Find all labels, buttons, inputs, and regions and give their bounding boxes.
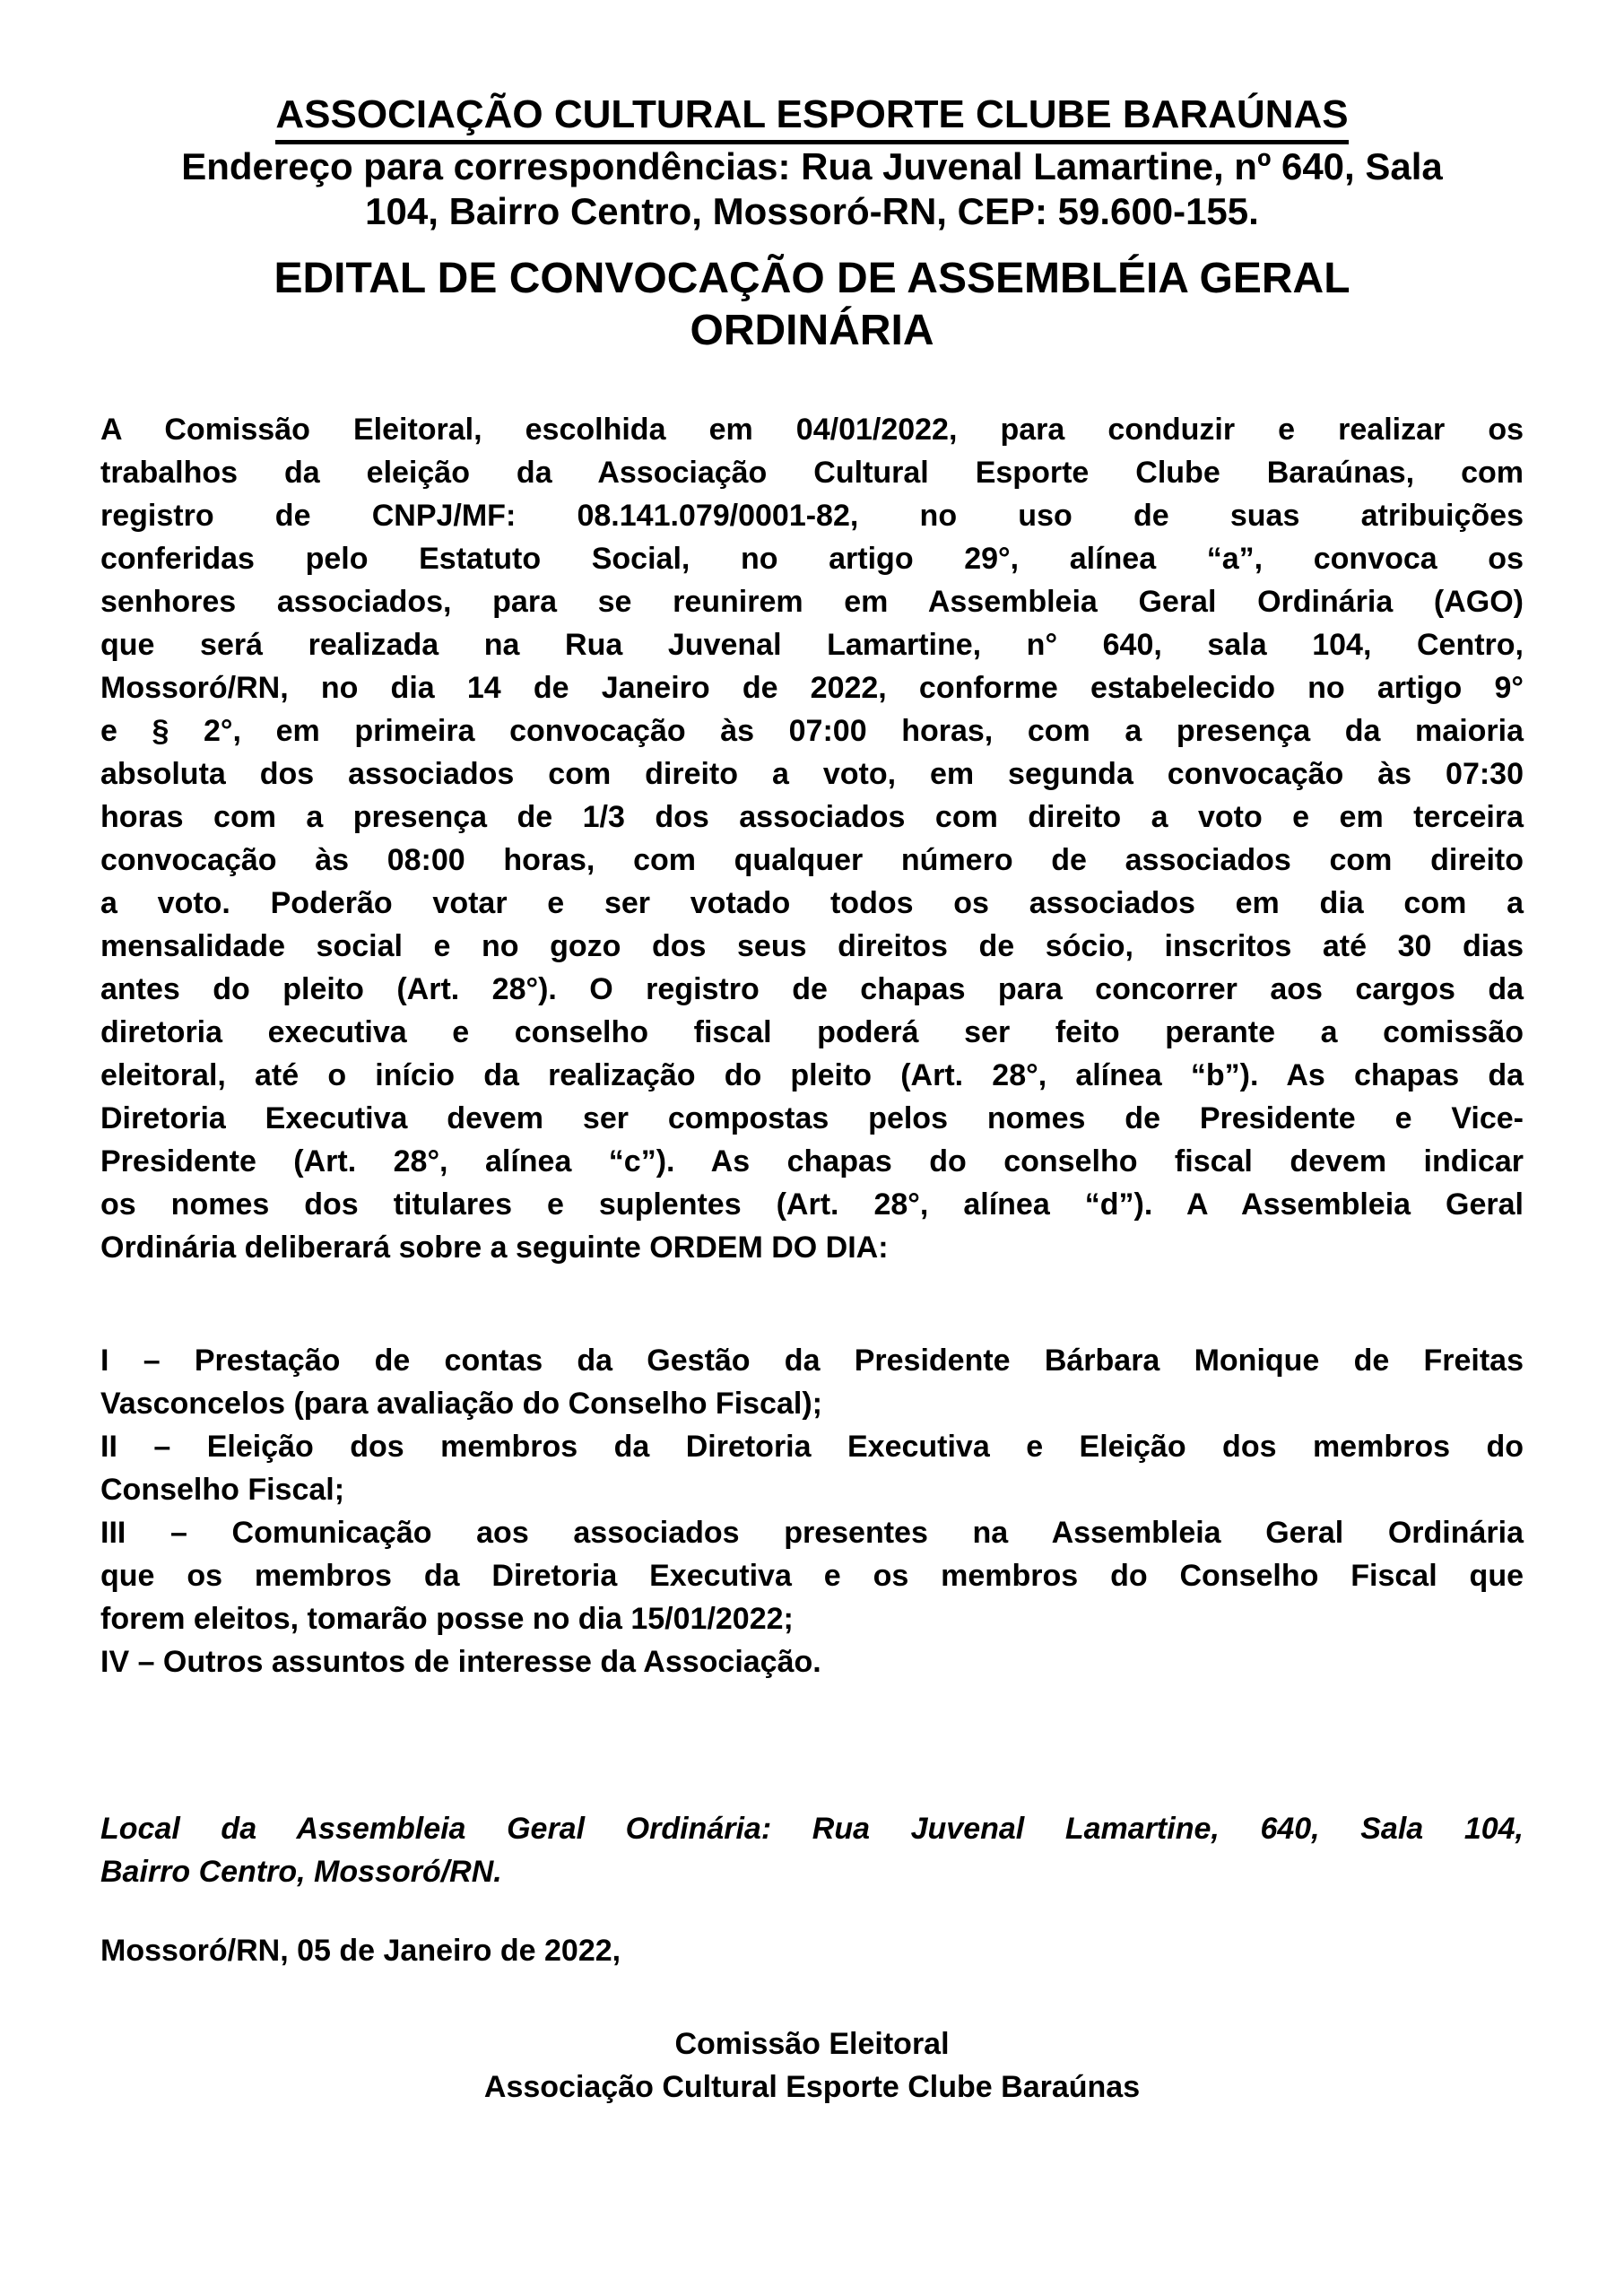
text-line: diretoria executiva e conselho fiscal poderá ser feito perante a comissão — [100, 1015, 1524, 1049]
location-note — [100, 1807, 1524, 1893]
text-line: antes do pleito (Art. 28°). O registro de chapas para concorrer aos cargos da — [100, 972, 1524, 1006]
text-line: trabalhos da eleição da Associação Cultural Esporte Clube Baraúnas, com — [100, 456, 1524, 490]
text-line: Ordinária deliberará sobre a seguinte ORDEM DO DIA: — [100, 1231, 889, 1265]
text-line: 104, Bairro Centro, Mossoró-RN, CEP: 59.600-155. — [365, 190, 1259, 232]
main-paragraph — [100, 408, 1524, 1269]
text-line: Presidente (Art. 28°, alínea “c”). As chapas do conselho fiscal devem indicar — [100, 1144, 1524, 1178]
text-line: mensalidade social e no gozo dos seus direitos de sócio, inscritos até 30 dias — [100, 929, 1524, 963]
text-line: IV – Outros assuntos de interesse da Associação. — [100, 1645, 821, 1679]
org-name-text: ASSOCIAÇÃO CULTURAL ESPORTE CLUBE BARAÚNAS — [275, 90, 1348, 144]
org-name — [100, 90, 1524, 144]
text-line: ORDINÁRIA — [690, 307, 934, 354]
letterhead — [100, 90, 1524, 234]
dateline — [100, 1929, 1524, 1972]
text-line: horas com a presença de 1/3 dos associados com direito a voto e em terceira — [100, 800, 1524, 834]
text-line: registro de CNPJ/MF: 08.141.079/0001-82, no uso de suas atribuições — [100, 499, 1524, 533]
text-line: senhores associados, para se reunirem em Assembleia Geral Ordinária (AGO) — [100, 585, 1524, 619]
text-line: conferidas pelo Estatuto Social, no artigo 29°, alínea “a”, convoca os — [100, 542, 1524, 576]
org-address — [100, 144, 1524, 234]
text-line: a voto. Poderão votar e ser votado todos os associados em dia com a — [100, 886, 1524, 920]
text-line: III – Comunicação aos associados presentes na Assembleia Geral Ordinária — [100, 1516, 1524, 1550]
text-line: forem eleitos, tomarão posse no dia 15/01/2022; — [100, 1602, 794, 1636]
text-line: A Comissão Eleitoral, escolhida em 04/01/2022, para conduzir e realizar os — [100, 413, 1524, 447]
text-line: Associação Cultural Esporte Clube Baraúnas — [483, 2070, 1141, 2104]
text-line: Mossoró/RN, no dia 14 de Janeiro de 2022, conforme estabelecido no artigo 9° — [100, 671, 1524, 705]
document-title — [100, 253, 1524, 357]
dateline-text: Mossoró/RN, 05 de Janeiro de 2022, — [100, 1934, 621, 1968]
text-line: os nomes dos titulares e suplentes (Art. 28°, alínea “d”). A Assembleia Geral — [100, 1187, 1524, 1222]
text-line: Vasconcelos (para avaliação do Conselho Fiscal); — [100, 1387, 822, 1421]
text-line: Conselho Fiscal; — [100, 1473, 345, 1507]
agenda-item-1 — [100, 1339, 1524, 1425]
text-line: que os membros da Diretoria Executiva e os membros do Conselho Fiscal que — [100, 1559, 1524, 1593]
text-line: Comissão Eleitoral — [674, 2027, 950, 2061]
text-line: e § 2°, em primeira convocação às 07:00 horas, com a presença da maioria — [100, 714, 1524, 748]
agenda-item-3 — [100, 1511, 1524, 1640]
text-line: Bairro Centro, Mossoró/RN. — [100, 1855, 502, 1889]
text-line: I – Prestação de contas da Gestão da Presidente Bárbara Monique de Freitas — [100, 1344, 1524, 1378]
text-line: que será realizada na Rua Juvenal Lamartine, n° 640, sala 104, Centro, — [100, 628, 1524, 662]
signature-block — [100, 2022, 1524, 2109]
agenda-item-2 — [100, 1425, 1524, 1511]
text-line: absoluta dos associados com direito a voto, em segunda convocação às 07:30 — [100, 757, 1524, 791]
text-line: Endereço para correspondências: Rua Juvenal Lamartine, nº 640, Sala — [181, 145, 1443, 187]
agenda-list — [100, 1339, 1524, 1683]
text-line: II – Eleição dos membros da Diretoria Executiva e Eleição dos membros do — [100, 1430, 1524, 1464]
text-line: Local da Assembleia Geral Ordinária: Rua Juvenal Lamartine, 640, Sala 104, — [100, 1812, 1524, 1846]
text-line: EDITAL DE CONVOCAÇÃO DE ASSEMBLÉIA GERAL — [274, 255, 1350, 302]
text-line: convocação às 08:00 horas, com qualquer número de associados com direito — [100, 843, 1524, 877]
agenda-item-4 — [100, 1640, 1524, 1683]
text-line: eleitoral, até o início da realização do pleito (Art. 28°, alínea “b”). As chapas da — [100, 1058, 1524, 1092]
text-line: Diretoria Executiva devem ser compostas pelos nomes de Presidente e Vice- — [100, 1101, 1524, 1135]
